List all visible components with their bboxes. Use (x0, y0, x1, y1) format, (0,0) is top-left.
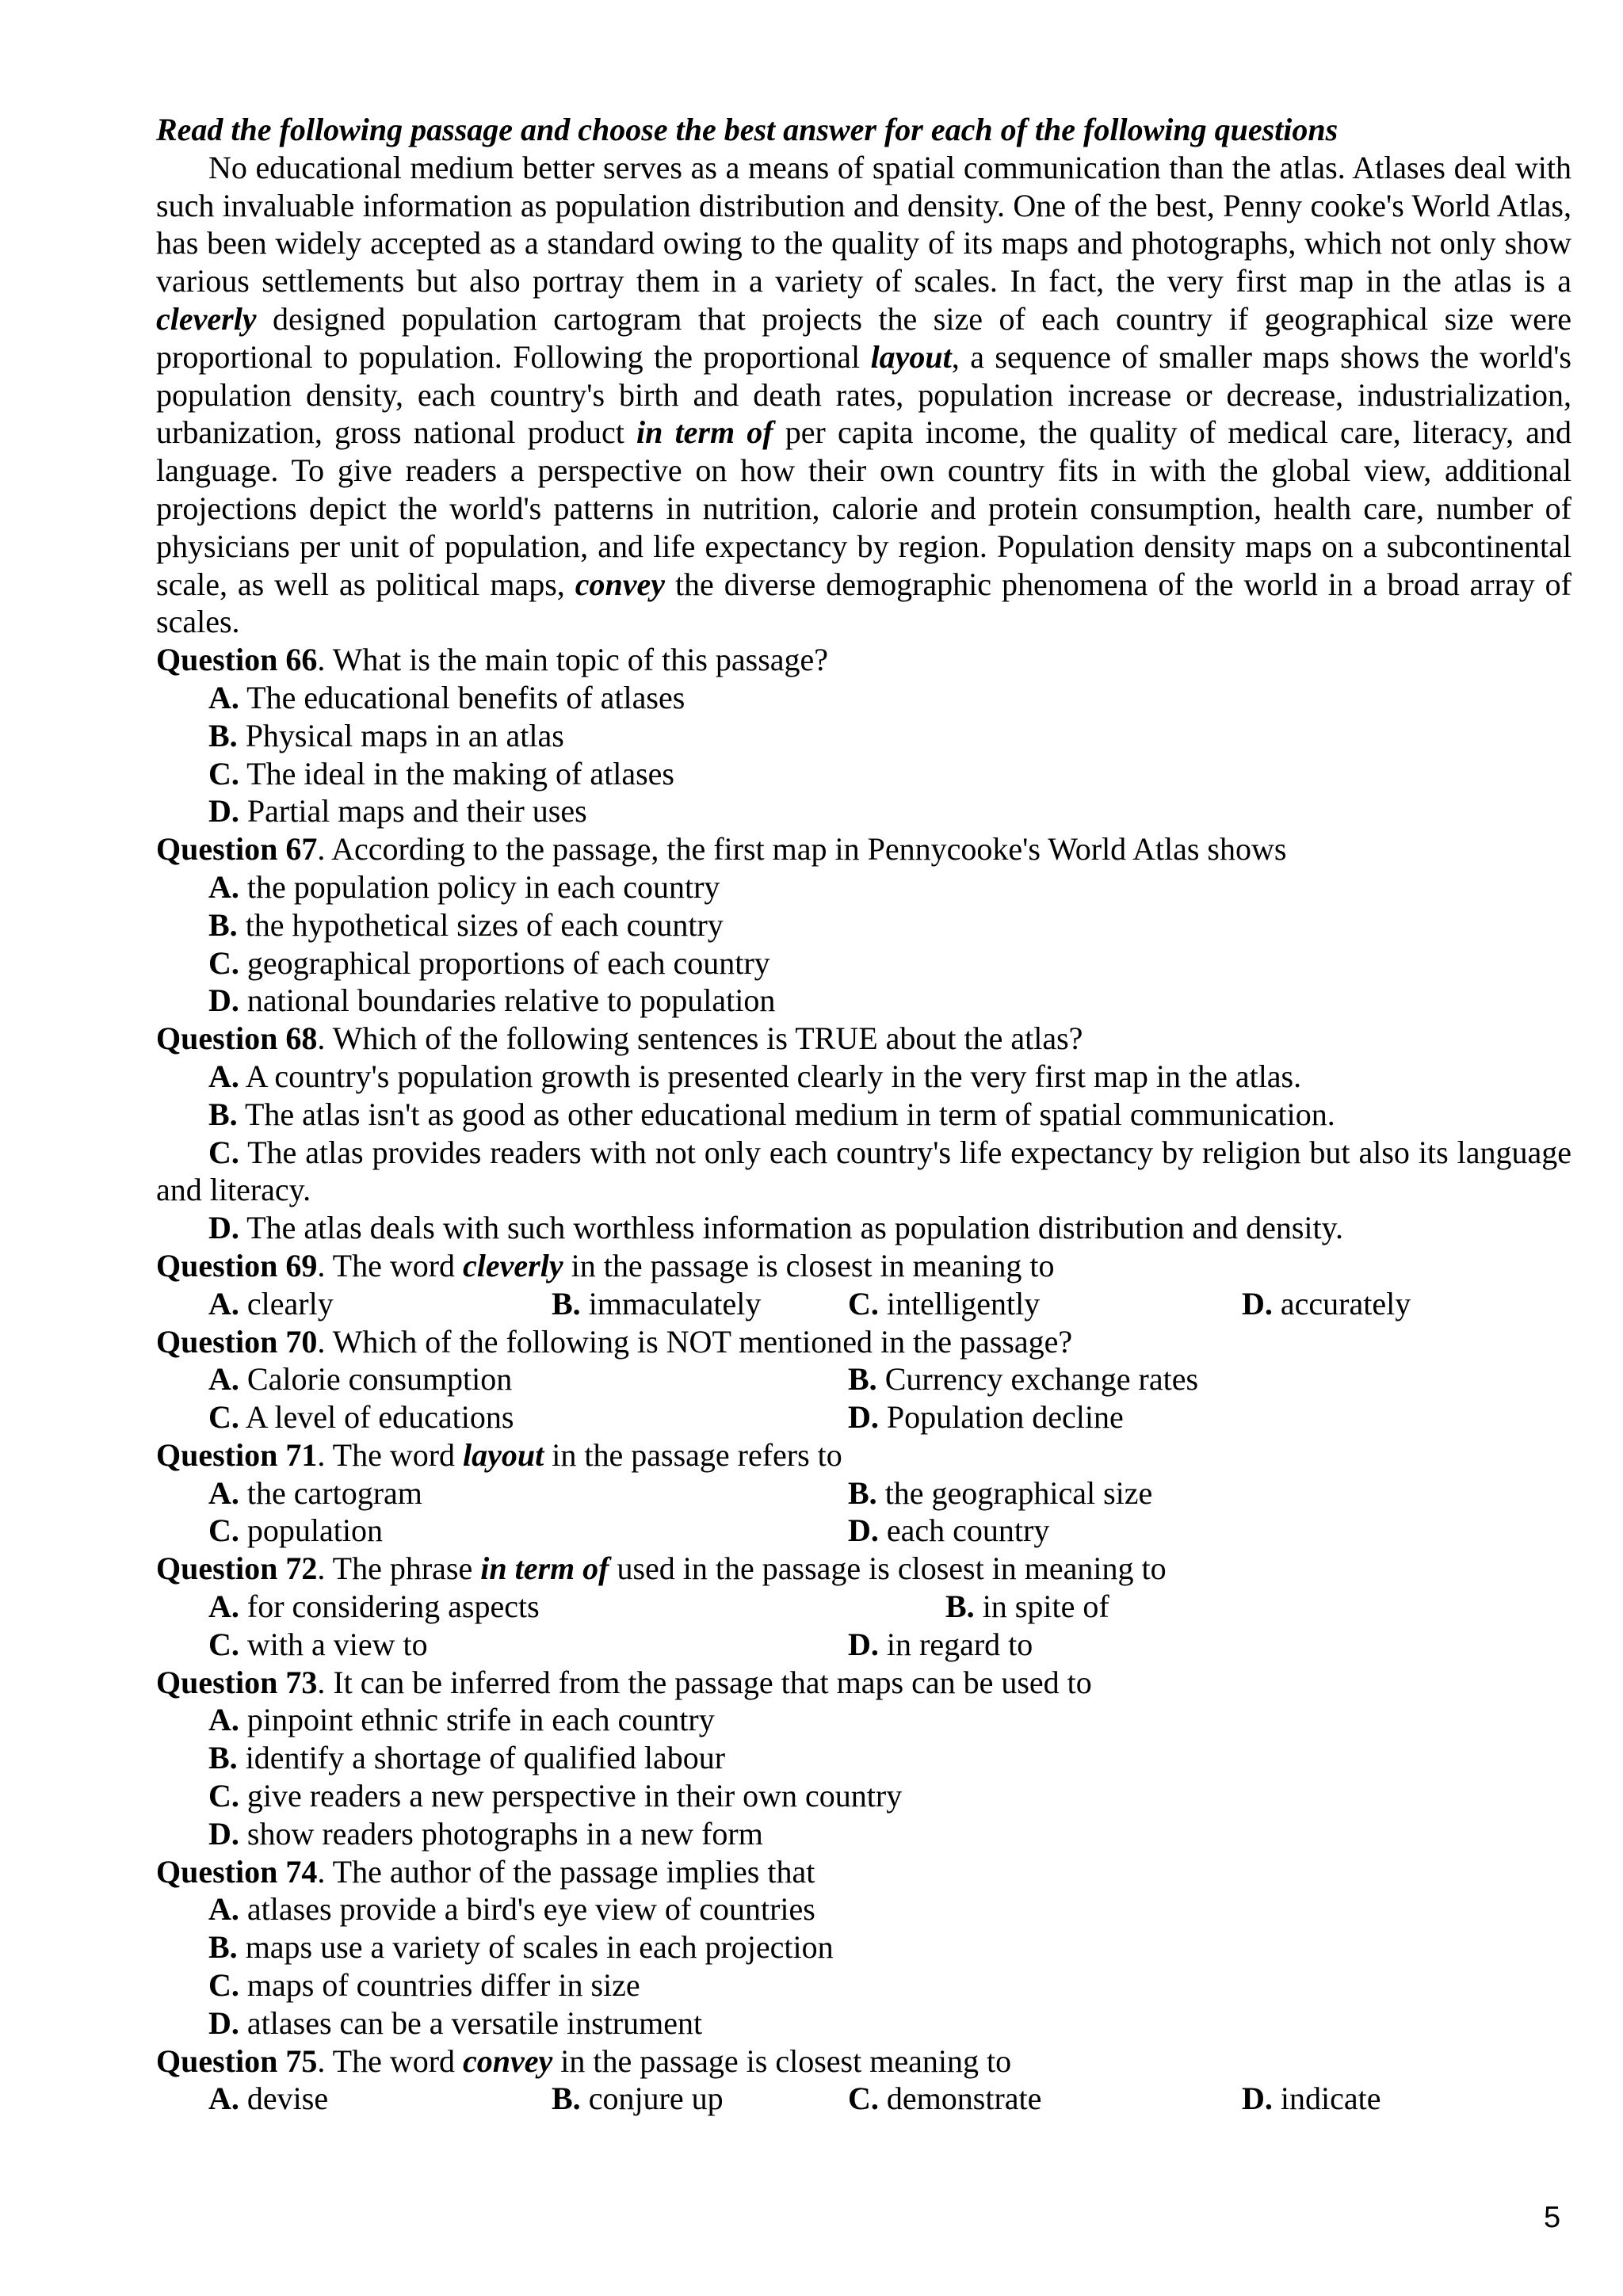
question-73: Question 73. It can be inferred from the passage that maps can be used to (156, 1664, 1092, 1700)
option-d[interactable]: D. Population decline (848, 1399, 1124, 1436)
option-b[interactable]: B. the hypothetical sizes of each country (208, 906, 724, 943)
question-75: Question 75. The word convey in the passage is closest meaning to (156, 2042, 1012, 2079)
document-page (156, 111, 1571, 2118)
option-c[interactable]: C. A level of educations (208, 1399, 514, 1436)
option-a[interactable]: A. Calorie consumption (208, 1361, 513, 1398)
question-69: Question 69. The word cleverly in the passage is closest in meaning to (156, 1247, 1055, 1283)
question-72: Question 72. The phrase in term of used in the passage is closest in meaning to (156, 1550, 1167, 1587)
passage-text: the diverse demographic phenomena of the world in a broad array of scales. (156, 566, 1571, 640)
passage-keyword: layout (870, 338, 952, 375)
options-row (156, 1285, 1571, 1323)
page-number: 5 (1544, 2201, 1561, 2234)
option-a[interactable]: A. devise (208, 2081, 329, 2117)
options-row (156, 1512, 1571, 1550)
option-b[interactable]: B. immaculately (552, 1285, 762, 1322)
option-d[interactable]: D. national boundaries relative to population (208, 982, 776, 1019)
option-c[interactable]: C. geographical proportions of each country (208, 944, 770, 981)
option-c[interactable]: C. The ideal in the making of atlases (208, 755, 674, 791)
option-c[interactable]: C. with a view to (208, 1626, 428, 1662)
passage-text: , a sequence of smaller maps shows the world's population density, each country's birth and death rates, population increase or decrease, industrialization, urbanization, gross national product (156, 338, 1571, 451)
option-a[interactable]: A. The educational benefits of atlases (208, 679, 685, 715)
option-a[interactable]: A. clearly (208, 1285, 334, 1322)
question-66: Question 66. What is the main topic of this passage? (156, 642, 829, 678)
options-row (156, 1626, 1571, 1664)
option-b[interactable]: B. Currency exchange rates (848, 1361, 1199, 1398)
option-d[interactable]: D. Partial maps and their uses (208, 793, 587, 830)
question-67: Question 67. According to the passage, the first map in Pennycooke's World Atlas shows (156, 831, 1287, 868)
passage-text: No educational medium better serves as a means of spatial communication than the atlas. Atlases deal with such invaluable information as population distribution and density. One of the best, Penny cooke's World Atlas, has been widely accepted as a standard owing to the quality of its maps and photographs, which not only show various settlements but also portray them in a variety of scales. In fact, the very first map in the atlas is a (156, 149, 1571, 299)
option-a[interactable]: A. atlases provide a bird's eye view of countries (208, 1891, 815, 1928)
passage-text: per capita income, the quality of medical care, literacy, and language. To give readers a perspective on how their own country fits in with the global view, additional projections depict the world's patterns in nutrition, calorie and protein consumption, health care, number of physicians per unit of population, and life expectancy by region. Population density maps on a subcontinental scale, as well as political maps, (156, 414, 1571, 602)
option-a[interactable]: A. the cartogram (208, 1474, 422, 1511)
question-71: Question 71. The word layout in the passage refers to (156, 1436, 842, 1473)
option-c[interactable]: C. demonstrate (848, 2081, 1042, 2117)
instruction-heading: Read the following passage and choose the best answer for each of the following questions (156, 112, 1338, 147)
question-70: Question 70. Which of the following is NOT mentioned in the passage? (156, 1323, 1073, 1360)
option-d[interactable]: D. atlases can be a versatile instrument (208, 2004, 703, 2041)
option-c[interactable]: C. population (208, 1512, 383, 1549)
option-b[interactable]: B. the geographical size (848, 1474, 1153, 1511)
option-d[interactable]: D. show readers photographs in a new form (208, 1815, 763, 1852)
option-b[interactable]: B. identify a shortage of qualified labour (208, 1740, 726, 1776)
passage-text: designed population cartogram that projects the size of each country if geographical size were proportional to population. Following the proportional (156, 300, 1571, 375)
question-68: Question 68. Which of the following sentences is TRUE about the atlas? (156, 1020, 1083, 1057)
option-a[interactable]: A. the population policy in each country (208, 868, 720, 905)
option-b[interactable]: B. The atlas isn't as good as other educational medium in term of spatial communication. (208, 1096, 1335, 1132)
option-a[interactable]: A. pinpoint ethnic strife in each country (208, 1702, 715, 1738)
passage-keyword: cleverly (156, 300, 257, 337)
option-c[interactable]: C. intelligently (848, 1285, 1041, 1322)
option-a[interactable]: A. for considering aspects (208, 1589, 540, 1625)
reading-passage (156, 149, 1571, 641)
options-row (156, 1474, 1571, 1512)
question-74: Question 74. The author of the passage implies that (156, 1853, 815, 1890)
option-b[interactable]: B. Physical maps in an atlas (208, 717, 564, 753)
option-b[interactable]: B. conjure up (552, 2081, 724, 2117)
passage-keyword: in term of (636, 414, 773, 451)
option-d[interactable]: D. The atlas deals with such worthless information as population distribution and density. (208, 1210, 1344, 1246)
option-c[interactable]: C. maps of countries differ in size (208, 1967, 640, 2004)
passage-keyword: convey (575, 566, 665, 602)
option-a[interactable]: A. A country's population growth is presented clearly in the very first map in the atlas. (208, 1058, 1302, 1094)
options-row (156, 1398, 1571, 1436)
options-row (156, 2080, 1571, 2118)
option-d[interactable]: D. each country (848, 1512, 1050, 1549)
option-b[interactable]: B. in spite of (945, 1589, 1109, 1625)
options-row (156, 1588, 1571, 1626)
options-row (156, 1360, 1571, 1398)
option-d[interactable]: D. in regard to (848, 1626, 1033, 1662)
option-b[interactable]: B. maps use a variety of scales in each projection (208, 1929, 834, 1966)
option-c[interactable]: C. give readers a new perspective in their own country (208, 1778, 903, 1814)
option-c[interactable]: C. The atlas provides readers with not only each country's life expectancy by religion but also its language and literacy. (156, 1134, 1571, 1208)
option-d[interactable]: D. accurately (1242, 1285, 1411, 1322)
option-d[interactable]: D. indicate (1242, 2081, 1381, 2117)
